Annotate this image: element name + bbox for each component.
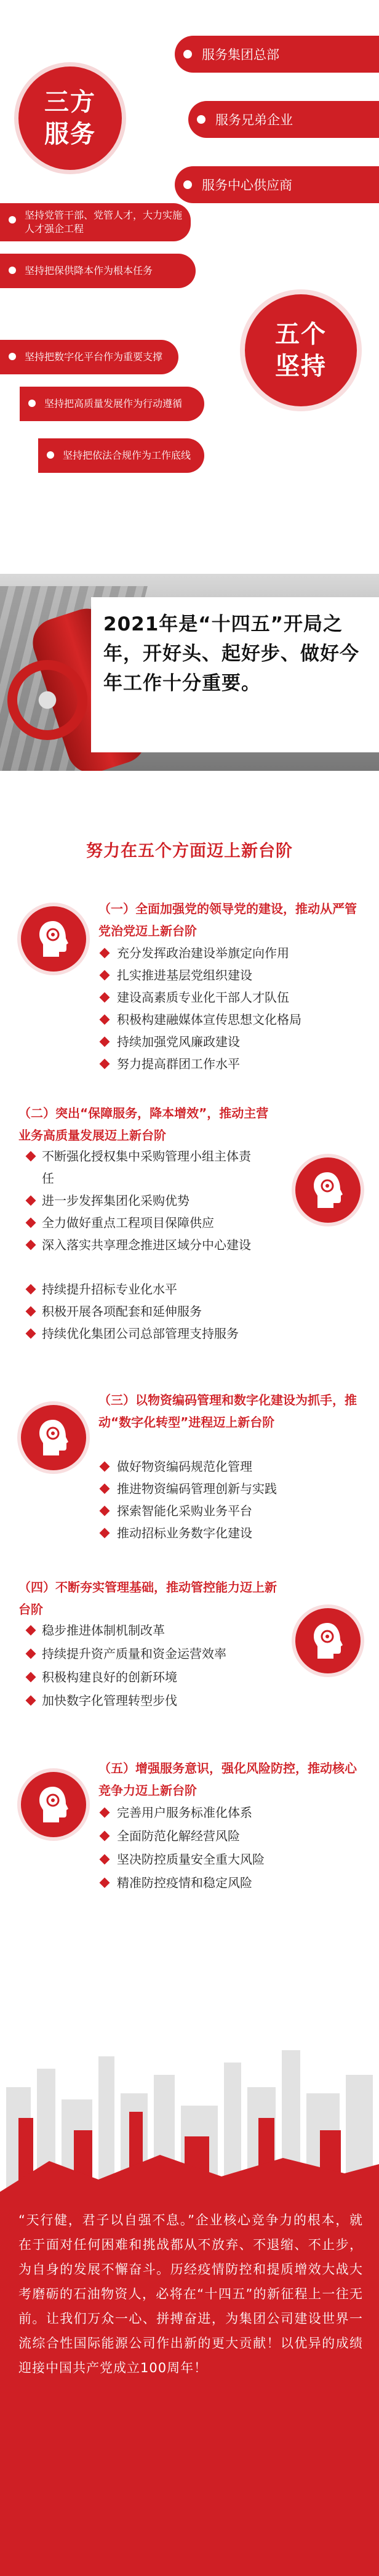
banner-text: 2021年是“十四五”开局之年，开好头、起好步、做好今年工作十分重要。 [103,613,359,694]
three-services-badge [18,66,122,170]
insist-tag-label: 坚持把依法合规作为工作底线 [63,449,191,461]
brain-head-icon [295,1157,361,1223]
diamond-bullet-icon [100,1015,110,1025]
diamond-bullet-icon [100,948,110,959]
block-5-item: 全面防范化解经营风险 [117,1829,240,1843]
diamond-bullet-icon [26,1151,36,1162]
dot-icon [9,267,16,274]
insist-tag-3 [0,340,178,374]
block-1-heading: （一）全面加强党的领导党的建设，推动从严管党治党迈上新台阶 [98,901,357,938]
service-tag-3 [175,166,379,203]
block-1-item: 扎实推进基层党组织建设 [117,968,252,983]
dot-icon [183,180,192,189]
diamond-bullet-icon [26,1306,36,1317]
block-4-item: 持续提升资产质量和资金运营效率 [42,1646,226,1661]
service-tag-2 [188,101,379,138]
diamond-bullet-icon [100,970,110,981]
brain-head-icon [21,906,86,972]
diamond-bullet-icon [26,1196,36,1206]
diamond-bullet-icon [100,1059,110,1069]
block-2-item: 积极开展各项配套和延伸服务 [42,1304,202,1319]
block-2-heading: （二）突出“保障服务，降本增效”，推动主营业务高质量发展迈上新台阶 [18,1106,269,1143]
block-2-item: 持续优化集团公司总部管理支持服务 [42,1326,239,1341]
block-4-item: 稳步推进体制机制改革 [42,1623,165,1638]
block-5-item: 精准防控疫情和稳定风险 [117,1875,252,1890]
outro-panel [0,2192,379,2576]
five-insists-title-line2: 坚持 [275,352,327,380]
diamond-bullet-icon [26,1625,36,1636]
banner [0,574,379,771]
section-title: 努力在五个方面迈上新台阶 [86,842,293,861]
diamond-bullet-icon [100,1462,110,1472]
dot-icon [28,400,36,407]
insist-tag-label: 坚持把数字化平台作为重要支撑 [25,351,163,363]
block-3-item: 探索智能化采购业务平台 [117,1503,252,1518]
diamond-bullet-icon [100,992,110,1003]
diamond-bullet-icon [26,1649,36,1659]
insist-tag-5 [38,438,204,473]
service-tag-1 [175,36,379,73]
block-5-item: 完善用户服务标准化体系 [117,1805,252,1820]
three-services-title-line1: 三方 [44,88,96,116]
dot-icon [9,216,16,223]
insist-tag-label: 坚持把保供降本作为根本任务 [25,265,153,276]
insist-tag-label: 坚持把高质量发展作为行动遵循 [44,398,183,409]
block-3-item: 推进物资编码管理创新与实践 [117,1481,277,1496]
block-2-item: 全力做好重点工程项目保障供应 [42,1215,214,1230]
diamond-bullet-icon [26,1672,36,1683]
diamond-bullet-icon [26,1329,36,1339]
city-skyline-image [0,2013,379,2192]
block-1-item: 建设高素质专业化干部人才队伍 [117,990,289,1005]
block-3-item: 推动招标业务数字化建设 [117,1526,252,1540]
dot-icon [183,50,192,58]
diamond-bullet-icon [26,1284,36,1295]
block-1-item: 持续加强党风廉政建设 [117,1034,240,1049]
diamond-bullet-icon [100,1808,110,1818]
block-2-item: 持续提升招标专业化水平 [42,1282,177,1297]
block-4-heading: （四）不断夯实管理基础，推动管控能力迈上新台阶 [18,1580,277,1617]
service-tag-label: 服务集团总部 [202,47,279,62]
diamond-bullet-icon [100,1037,110,1047]
dot-icon [197,115,205,124]
block-2-item: 深入落实共享理念推进区域分中心建设 [42,1238,251,1252]
diamond-bullet-icon [100,1528,110,1539]
block-2-item: 进一步发挥集团化采购优势 [42,1193,190,1208]
diamond-bullet-icon [100,1484,110,1494]
insist-tag-4 [20,387,204,421]
diamond-bullet-icon [100,1878,110,1888]
outro-text: “天行健，君子以自强不息。”企业核心竞争力的根本，就在于面对任何困难和挑战都从不放弃、不退缩、不止步，为自身的发展不懈奋斗。历经疫情防控和提质增效大战大考磨砺的石油物资人，必将在“十四五”的新征程上一往无前。让我们万众一心、拼搏奋进，为集团公司建设世界一流综合性国际能源公司作出新的更大贡献！以优异的成绩迎接中国共产党成立100周年！ [18,2213,363,2375]
diamond-bullet-icon [100,1831,110,1841]
block-1-item: 积极构建融媒体宣传思想文化格局 [117,1012,301,1027]
block-1-item: 充分发挥政治建设举旗定向作用 [117,946,289,960]
diamond-bullet-icon [26,1696,36,1706]
block-4-item: 积极构建良好的创新环境 [42,1670,177,1684]
block-1-item: 努力提高群团工作水平 [117,1057,240,1071]
block-4-item: 加快数字化管理转型步伐 [42,1693,177,1708]
insist-tag-label: 坚持党管干部、党管人才，大力实施人才强企工程 [25,209,183,235]
diamond-bullet-icon [26,1218,36,1228]
service-tag-label: 服务兄弟企业 [215,113,293,127]
service-tag-label: 服务中心供应商 [202,178,292,193]
insist-tag-2 [0,254,196,288]
five-insists-badge [245,294,357,406]
brain-head-icon [295,1608,361,1673]
block-5-heading: （五）增强服务意识，强化风险防控，推动核心竞争力迈上新台阶 [98,1761,357,1798]
block-2-item: 不断强化授权集中采购管理小组主体责任 [42,1149,251,1186]
block-3-item: 做好物资编码规范化管理 [117,1459,252,1474]
brain-head-icon [21,1405,86,1470]
diamond-bullet-icon [26,1240,36,1250]
red-wheel-image [7,660,87,740]
dot-icon [9,353,16,360]
diamond-bullet-icon [100,1506,110,1516]
block-3-heading: （三）以物资编码管理和数字化建设为抓手，推动“数字化转型”进程迈上新台阶 [98,1393,357,1430]
five-insists-title-line1: 五个 [275,320,327,348]
dot-icon [47,451,54,459]
block-5-item: 坚决防控质量安全重大风险 [117,1852,265,1867]
three-services-title-line2: 服务 [44,120,96,148]
brain-head-icon [21,1772,86,1837]
diamond-bullet-icon [100,1854,110,1865]
insist-tag-1 [0,203,191,241]
